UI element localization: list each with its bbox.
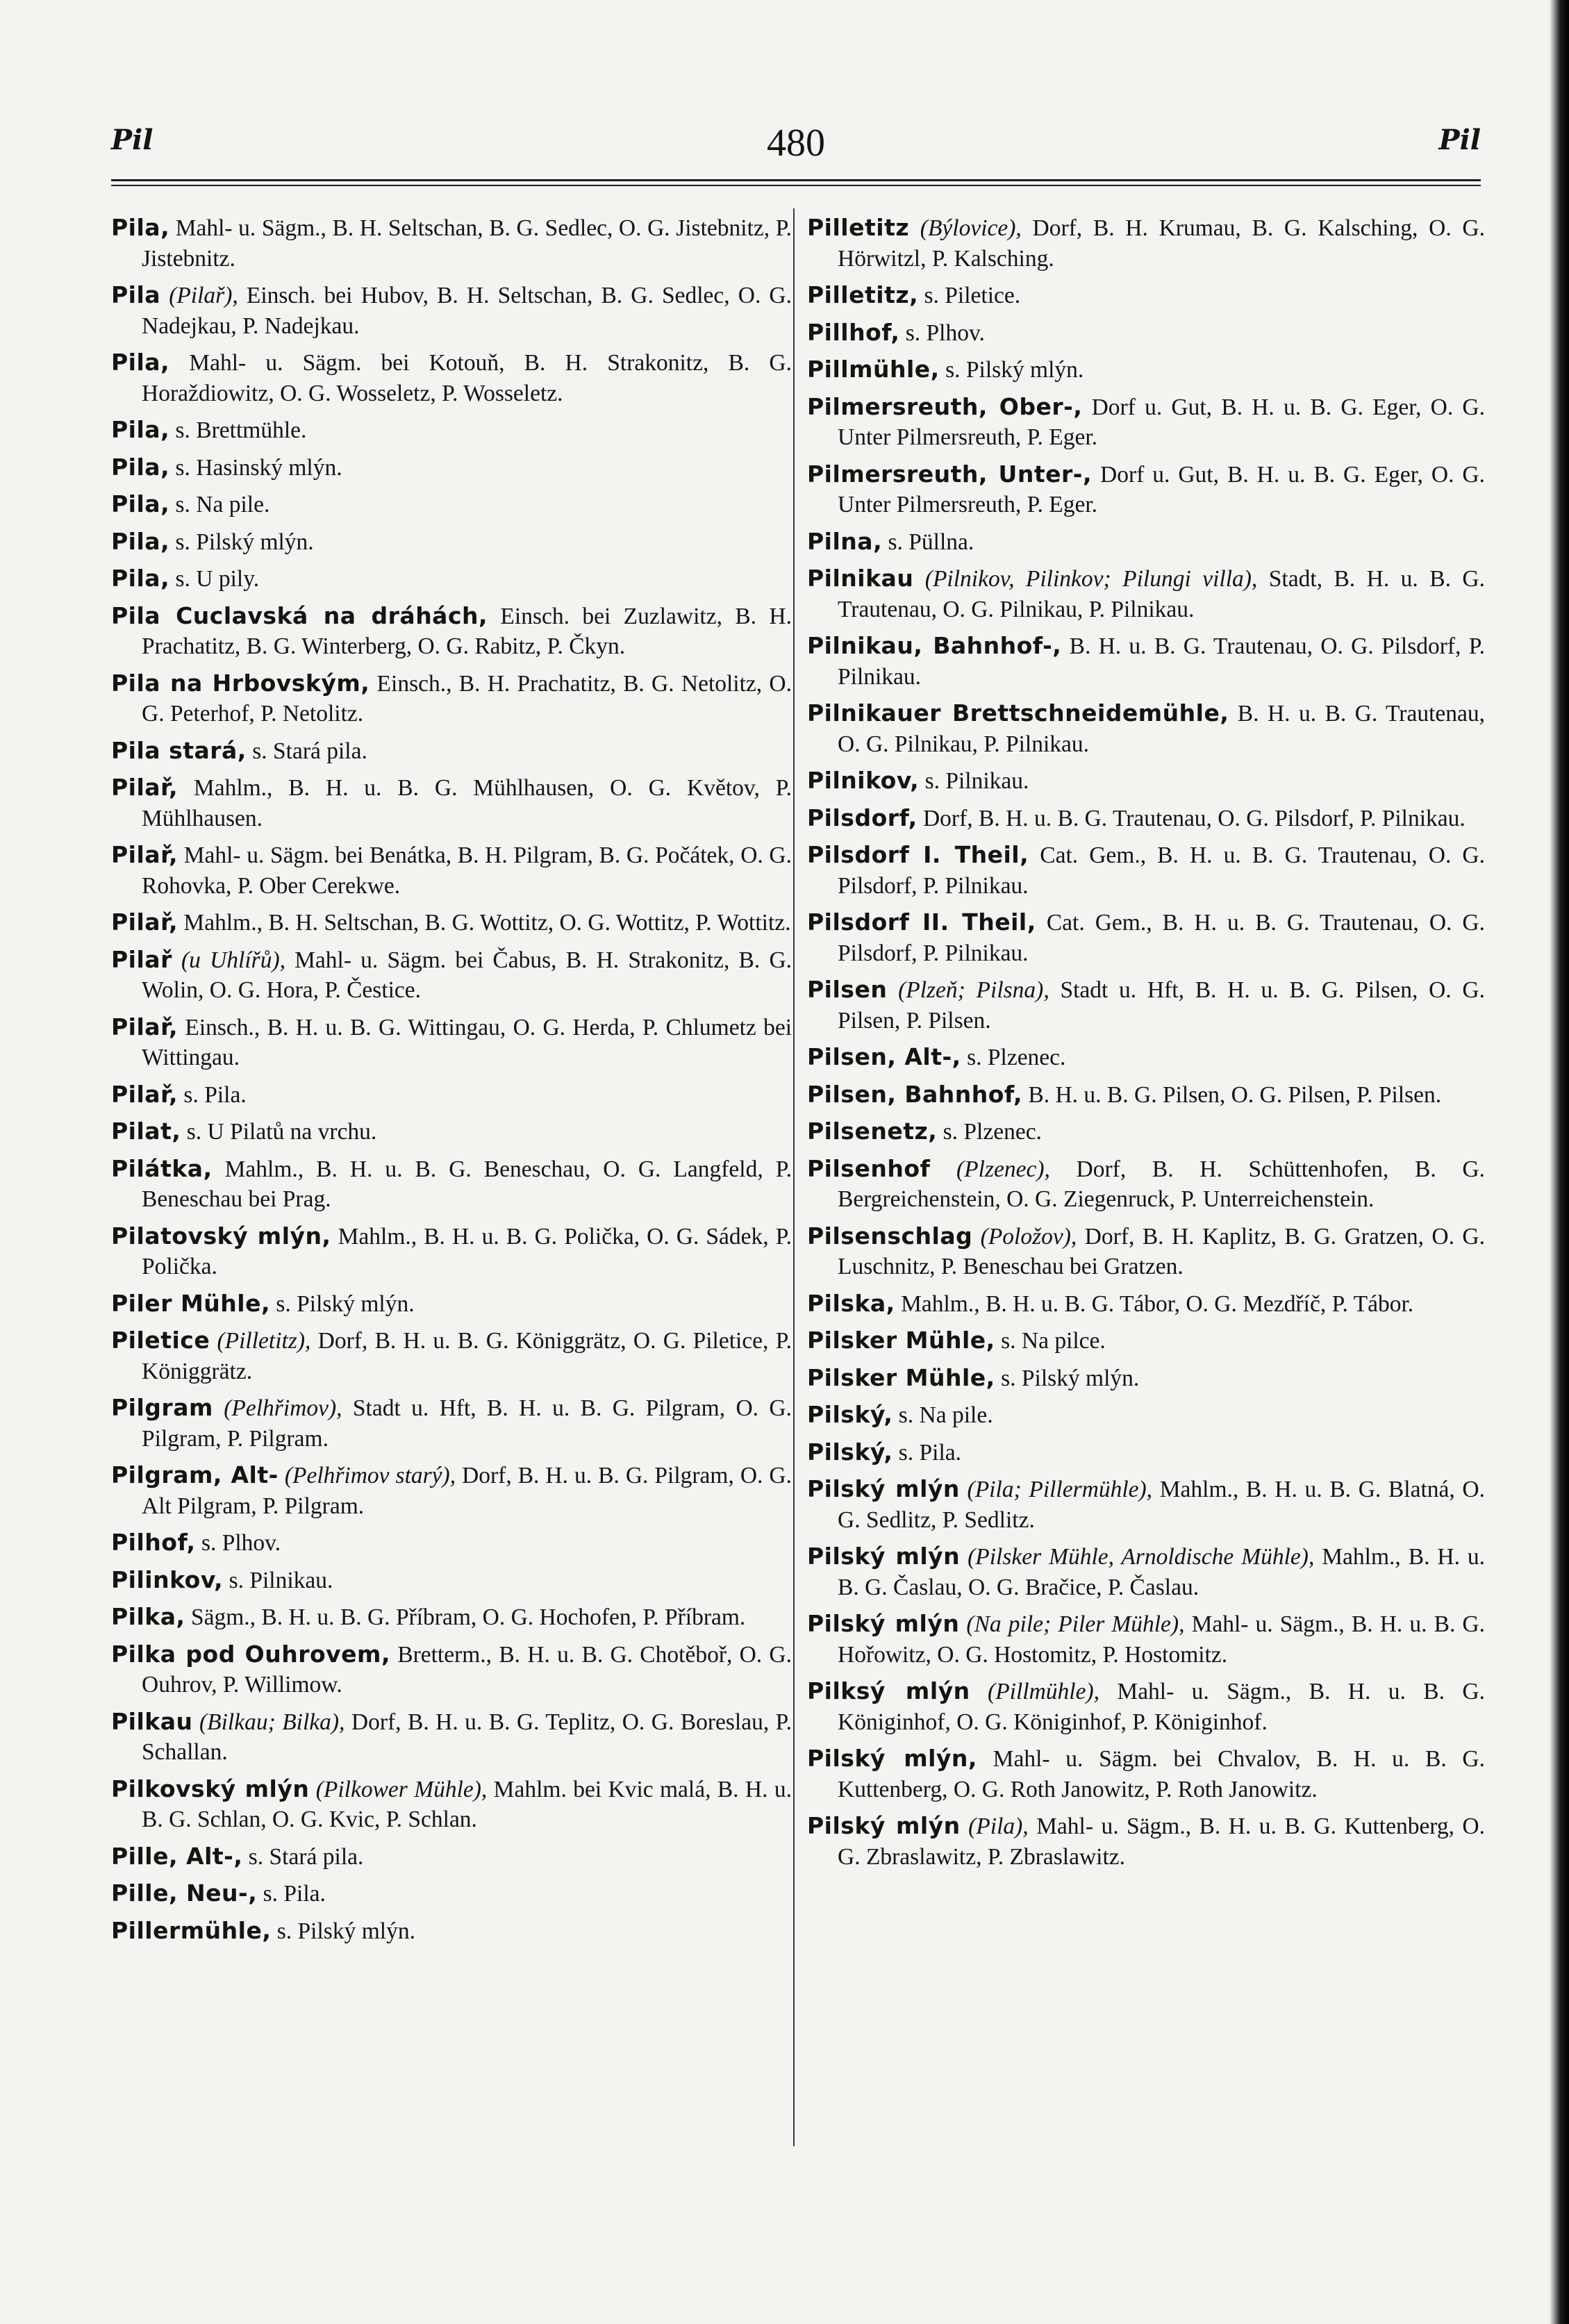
running-head-left: Pil (111, 124, 153, 156)
entry-details: s. Stará pila. (246, 738, 367, 764)
entry-details: Einsch., B. H. Prachatitz, B. G. Netolitz, O. G. Peterhof, P. Netolitz. (142, 670, 792, 727)
gazetteer-entry (111, 1288, 792, 1320)
entry-headword: Pilletitz, (807, 281, 919, 308)
entry-details: s. U Pilatů na vrchu. (181, 1119, 377, 1145)
entry-details: s. Pilský mlýn. (995, 1365, 1140, 1391)
entry-details: s. Plhov. (899, 319, 985, 346)
entry-alternate-name: (u Uhlířů), (172, 947, 285, 973)
entry-details: Dorf, B. H. u. B. G. Teplitz, O. G. Boreslau, P. Schallan. (142, 1709, 792, 1765)
entry-details: s. Pila. (893, 1439, 962, 1466)
entry-headword: Pilsenhof (807, 1154, 931, 1182)
gazetteer-entry (807, 1609, 1485, 1670)
entry-headword: Pilař (111, 945, 172, 973)
entry-details: B. H. u. B. G. Trautenau, O. G. Pilnikau, P. Pilnikau. (838, 701, 1486, 757)
entry-details: s. Pilnikau. (919, 768, 1029, 794)
entry-headword: Pilmersreuth, Ober-, (807, 392, 1083, 420)
entry-alternate-name: (Pelhřimov starý), (278, 1463, 456, 1488)
gazetteer-entry (807, 1325, 1485, 1356)
gazetteer-entry (111, 1916, 792, 1947)
entry-details: s. Stará pila. (242, 1843, 364, 1870)
entry-details: s. Pilnikau. (223, 1567, 333, 1593)
left-column (111, 213, 792, 1952)
entry-headword: Pilna, (807, 527, 883, 555)
gazetteer-entry (807, 1676, 1485, 1737)
gazetteer-entry (807, 1474, 1485, 1535)
entry-details: Dorf, B. H. u. B. G. Königgrätz, O. G. Piletice, P. Königgrätz. (142, 1328, 792, 1384)
entry-details: s. Plhov. (195, 1530, 281, 1556)
gazetteer-entry (807, 907, 1485, 968)
entry-headword: Pilský mlýn (807, 1543, 961, 1570)
gazetteer-entry (111, 1565, 792, 1596)
entry-headword: Pilsdorf II. Theil, (807, 908, 1036, 936)
entry-headword: Pilsker Mühle, (807, 1363, 995, 1391)
entry-details: Einsch., B. H. u. B. G. Wittingau, O. G. Herda, P. Chlumetz bei Wittingau. (142, 1014, 792, 1070)
gazetteer-entry (807, 1743, 1485, 1804)
entry-headword: Pilkovský mlýn (111, 1775, 310, 1802)
entry-headword: Pila, (111, 349, 170, 376)
entry-details: Mahlm., B. H. u. B. G. Beneschau, O. G. Langfeld, P. Beneschau bei Prag. (142, 1156, 792, 1212)
entry-details: Einsch. bei Hubov, B. H. Seltschan, B. G. Sedlec, O. G. Nadejkau, P. Nadejkau. (142, 283, 792, 339)
entry-details: B. H. u. B. G. Trautenau, O. G. Pilsdorf, P. Pilnikau. (838, 633, 1485, 690)
entry-details: Mahl- u. Sägm., B. H. Seltschan, B. G. Sedlec, O. G. Jistebnitz, P. Jistebnitz. (142, 215, 792, 272)
entry-headword: Pilhof, (111, 1529, 196, 1556)
gazetteer-entry (111, 1325, 792, 1386)
entry-details: Mahl- u. Sägm. bei Kotouň, B. H. Strakonitz, B. G. Horaždiowitz, O. G. Wosseletz, P. Wosseletz. (142, 350, 792, 406)
entry-headword: Pila, (111, 490, 170, 517)
entry-headword: Pilský mlýn (807, 1610, 960, 1637)
entry-headword: Pila stará, (111, 736, 247, 764)
entry-alternate-name: (Položov), (972, 1223, 1077, 1250)
gazetteer-entry (111, 772, 792, 833)
entry-headword: Pille, Neu-, (111, 1879, 258, 1907)
entry-headword: Pilksý mlýn (807, 1677, 970, 1704)
entry-details: Cat. Gem., B. H. u. B. G. Trautenau, O. G. Pilsdorf, P. Pilnikau. (838, 910, 1485, 966)
entry-details: s. U pily. (169, 566, 260, 592)
gazetteer-entry (807, 698, 1485, 759)
entry-headword: Pilnikov, (807, 767, 920, 794)
entry-headword: Pilsenetz, (807, 1118, 938, 1145)
entry-details: Dorf u. Gut, B. H. u. B. G. Eger, O. G. Unter Pilmersreuth, P. Eger. (838, 394, 1485, 450)
gazetteer-entry (807, 765, 1485, 797)
entry-headword: Pilat, (111, 1118, 181, 1145)
entry-headword: Pilsker Mühle, (807, 1327, 995, 1354)
entry-alternate-name: (Pilletitz), (210, 1328, 311, 1354)
entry-headword: Pilský mlýn, (807, 1745, 977, 1772)
entry-details: Einsch. bei Zuzlawitz, B. H. Prachatitz, B. G. Winterberg, O. G. Rabitz, P. Čkyn. (142, 603, 792, 659)
entry-headword: Pilsen, Bahnhof, (807, 1080, 1023, 1108)
entry-headword: Pilinkov, (111, 1566, 224, 1593)
entry-details: s. Pilský mlýn. (939, 357, 1084, 383)
gazetteer-entry (111, 489, 792, 520)
gazetteer-entry (111, 1116, 792, 1147)
gazetteer-entry (111, 452, 792, 483)
gazetteer-entry (111, 1878, 792, 1909)
gazetteer-entry (807, 1437, 1485, 1468)
entry-details: Mahl- u. Sägm., B. H. u. B. G. Hořowitz, O. G. Hostomitz, P. Hostomitz. (838, 1611, 1485, 1668)
entry-headword: Pila na Hrbovským, (111, 669, 370, 697)
entry-alternate-name: (Pillmühle), (970, 1679, 1099, 1704)
gazetteer-entry (111, 945, 792, 1006)
entry-headword: Pilsenschlag (807, 1222, 973, 1250)
gazetteer-entry (807, 1079, 1485, 1111)
entry-headword: Pilař, (111, 1013, 179, 1040)
entry-headword: Pila Cuclavská na dráhách, (111, 601, 488, 629)
entry-details: Mahl- u. Sägm. bei Chvalov, B. H. u. B. G. Kuttenberg, O. G. Roth Janowitz, P. Roth Janowitz. (838, 1746, 1485, 1802)
entry-details: s. Hasinský mlýn. (169, 454, 342, 481)
entry-details: s. Plzenec. (961, 1045, 1066, 1070)
header-rule-thin (111, 185, 1481, 186)
entry-details: Dorf, B. H. Schüttenhofen, B. G. Bergreichenstein, O. G. Ziegenruck, P. Unterreichenstein. (838, 1156, 1485, 1212)
entry-details: s. Pilský mlýn. (270, 1290, 415, 1317)
gazetteer-entry (111, 563, 792, 595)
right-column (807, 213, 1485, 1878)
gazetteer-entry (111, 668, 792, 729)
page-number: 480 (767, 122, 825, 165)
entry-headword: Pilsdorf, (807, 804, 918, 831)
page-edge-shadow (1550, 0, 1569, 2324)
column-divider (793, 208, 795, 2146)
entry-headword: Pilský mlýn (807, 1475, 960, 1502)
gazetteer-entry (111, 1774, 792, 1835)
entry-headword: Pillhof, (807, 318, 900, 346)
entry-details: Mahlm., B. H. u. B. G. Tábor, O. G. Mezdříč, P. Tábor. (895, 1290, 1414, 1317)
gazetteer-entry (807, 1541, 1485, 1602)
entry-headword: Piler Mühle, (111, 1289, 271, 1317)
entry-details: Dorf, B. H. u. B. G. Pilgram, O. G. Alt Pilgram, P. Pilgram. (142, 1463, 792, 1519)
gazetteer-entry (807, 526, 1485, 558)
entry-alternate-name: (Pila), (960, 1813, 1029, 1839)
entry-headword: Pilský, (807, 1438, 893, 1466)
gazetteer-entry (111, 1012, 792, 1073)
entry-alternate-name: (Býlovice), (909, 215, 1022, 241)
gazetteer-entry (111, 1393, 792, 1454)
gazetteer-entry (807, 803, 1485, 834)
gazetteer-entry (807, 1042, 1485, 1073)
entry-alternate-name: (Plzenec), (930, 1156, 1050, 1182)
entry-headword: Pilsen, Alt-, (807, 1043, 961, 1070)
gazetteer-entry (111, 1460, 792, 1521)
entry-details: s. Na pile. (169, 492, 270, 517)
gazetteer-entry (111, 1527, 792, 1559)
entry-headword: Pilletitz (807, 214, 910, 241)
entry-headword: Pila, (111, 565, 170, 592)
entry-details: s. Pila. (178, 1081, 247, 1108)
entry-details: Mahlm., B. H. u. B. G. Časlau, O. G. Bračice, P. Časlau. (838, 1544, 1486, 1600)
gazetteer-entry (807, 1116, 1485, 1147)
entry-alternate-name: (Bilkau; Bilka), (192, 1709, 345, 1735)
entry-details: Mahlm., B. H. u. B. G. Polička, O. G. Sádek, P. Polička. (142, 1223, 792, 1279)
entry-headword: Pilnikau, Bahnhof-, (807, 632, 1062, 659)
gazetteer-entry (111, 1079, 792, 1111)
entry-headword: Pila, (111, 453, 170, 481)
entry-headword: Pilátka, (111, 1154, 213, 1182)
entry-details: Mahl- u. Sägm. bei Čabus, B. H. Strakonitz, B. G. Wolin, O. G. Hora, P. Čestice. (142, 947, 792, 1003)
entry-details: s. Pila. (257, 1881, 326, 1907)
entry-headword: Pilnikau (807, 565, 914, 592)
entry-headword: Pilska, (807, 1289, 895, 1317)
gazetteer-entry (807, 354, 1485, 385)
entry-headword: Pilka pod Ouhrovem, (111, 1640, 390, 1668)
entry-details: Stadt, B. H. u. B. G. Trautenau, O. G. Pilnikau, P. Pilnikau. (838, 566, 1485, 622)
entry-headword: Pilkau (111, 1707, 193, 1735)
entry-details: Mahl- u. Sägm. bei Benátka, B. H. Pilgram, B. G. Počátek, O. G. Rohovka, P. Ober Cerekwe. (142, 843, 792, 899)
entry-alternate-name: (Pilař), (160, 283, 238, 308)
entry-headword: Pilař, (111, 841, 179, 868)
entry-headword: Pilsen (807, 976, 888, 1003)
header-rule (111, 179, 1481, 181)
entry-alternate-name: (Pilsker Mühle, Arnoldische Mühle), (960, 1544, 1315, 1570)
gazetteer-entry (111, 526, 792, 558)
gazetteer-entry (807, 563, 1485, 624)
entry-alternate-name: (Pilnikov, Pilinkov; Pilungi villa), (913, 566, 1258, 592)
gazetteer-entry (111, 1154, 792, 1215)
gazetteer-entry (111, 280, 792, 341)
running-head-right: Pil (1438, 124, 1481, 156)
entry-details: B. H. u. B. G. Pilsen, O. G. Pilsen, P. Pilsen. (1022, 1081, 1442, 1108)
gazetteer-entry (807, 631, 1485, 692)
entry-details: Dorf, B. H. u. B. G. Trautenau, O. G. Pilsdorf, P. Pilnikau. (917, 805, 1466, 831)
entry-headword: Pila (111, 281, 161, 308)
entry-headword: Pilnikauer Brettschneidemühle, (807, 699, 1229, 727)
gazetteer-entry (807, 974, 1485, 1036)
entry-alternate-name: (Pila; Pillermühle), (959, 1477, 1153, 1502)
gazetteer-entry (807, 1288, 1485, 1320)
entry-headword: Pille, Alt-, (111, 1842, 243, 1870)
entry-details: Stadt u. Hft, B. H. u. B. G. Pilgram, O. G. Pilgram, P. Pilgram. (142, 1395, 792, 1452)
entry-details: Mahl- u. Sägm., B. H. u. B. G. Königinhof, O. G. Königinhof, P. Königinhof. (838, 1679, 1485, 1735)
entry-details: Mahlm. bei Kvic malá, B. H. u. B. G. Schlan, O. G. Kvic, P. Schlan. (142, 1776, 792, 1832)
entry-headword: Pilař, (111, 908, 179, 936)
entry-headword: Pilsdorf I. Theil, (807, 841, 1029, 868)
gazetteer-entry (111, 1602, 792, 1633)
gazetteer-entry (807, 392, 1485, 453)
entry-headword: Pilgram (111, 1394, 213, 1421)
entry-details: s. Pilský mlýn. (169, 529, 314, 555)
entry-details: Mahlm., B. H. Seltschan, B. G. Wottitz, O. G. Wottitz, P. Wottitz. (178, 910, 791, 936)
entry-headword: Pillermühle, (111, 1916, 272, 1944)
entry-headword: Pila, (111, 527, 170, 555)
gazetteer-entry (111, 601, 792, 662)
gazetteer-entry (807, 1154, 1485, 1215)
entry-headword: Pilský mlýn (807, 1812, 961, 1839)
entry-headword: Pilatovský mlýn, (111, 1222, 331, 1250)
gazetteer-entry (807, 280, 1485, 311)
entry-headword: Pillmühle, (807, 356, 940, 383)
entry-details: s. Brettmühle. (169, 417, 307, 443)
gazetteer-entry (807, 317, 1485, 349)
entry-details: Dorf u. Gut, B. H. u. B. G. Eger, O. G. Unter Pilmersreuth, P. Eger. (838, 461, 1485, 517)
gazetteer-entry (111, 347, 792, 408)
entry-headword: Pila, (111, 214, 170, 241)
page-header (111, 118, 1481, 167)
gazetteer-entry (807, 1811, 1485, 1872)
gazetteer-entry (111, 1707, 792, 1768)
entry-details: Sägm., B. H. u. B. G. Příbram, O. G. Hochofen, P. Příbram. (185, 1604, 746, 1630)
gazetteer-entry (111, 840, 792, 901)
gazetteer-entry (807, 1400, 1485, 1431)
entry-details: Mahlm., B. H. u. B. G. Blatná, O. G. Sedlitz, P. Sedlitz. (838, 1477, 1485, 1533)
gazetteer-entry (111, 1841, 792, 1873)
gazetteer-entry (111, 736, 792, 767)
entry-details: s. Pilský mlýn. (271, 1918, 415, 1944)
gazetteer-entry (111, 1639, 792, 1700)
entry-details: s. Plzenec. (937, 1119, 1042, 1145)
entry-details: Bretterm., B. H. u. B. G. Chotěboř, O. G. Ouhrov, P. Willimow. (142, 1641, 792, 1698)
gazetteer-entry (111, 415, 792, 446)
entry-alternate-name: (Pelhřimov), (213, 1395, 342, 1421)
entry-headword: Pilmersreuth, Unter-, (807, 460, 1093, 488)
entry-alternate-name: (Na pile; Piler Mühle), (959, 1611, 1185, 1637)
entry-headword: Pilař, (111, 1080, 179, 1108)
gazetteer-entry (111, 213, 792, 274)
gazetteer-entry (111, 1221, 792, 1282)
entry-headword: Pila, (111, 416, 170, 443)
entry-alternate-name: (Plzeň; Pilsna), (887, 977, 1049, 1003)
entry-details: Mahlm., B. H. u. B. G. Mühlhausen, O. G. Květov, P. Mühlhausen. (142, 775, 792, 831)
entry-headword: Pilský, (807, 1401, 893, 1428)
entry-details: Dorf, B. H. Kaplitz, B. G. Gratzen, O. G. Luschnitz, P. Beneschau bei Gratzen. (838, 1223, 1485, 1279)
entry-alternate-name: (Pilkower Mühle), (309, 1776, 488, 1802)
entry-headword: Pilgram, Alt- (111, 1461, 279, 1488)
entry-details: Dorf, B. H. Krumau, B. G. Kalsching, O. G. Hörwitzl, P. Kalsching. (838, 215, 1485, 272)
entry-headword: Pilař, (111, 774, 179, 801)
entry-details: s. Püllna. (882, 529, 974, 555)
entry-details: s. Na pilce. (995, 1328, 1106, 1354)
entry-headword: Piletice (111, 1327, 210, 1354)
gazetteer-entry (807, 1221, 1485, 1282)
gazetteer-entry (807, 840, 1485, 901)
entry-headword: Pilka, (111, 1603, 185, 1630)
entry-details: Mahl- u. Sägm., B. H. u. B. G. Kuttenberg, O. G. Zbraslawitz, P. Zbraslawitz. (838, 1813, 1486, 1870)
entry-details: Stadt u. Hft, B. H. u. B. G. Pilsen, O. G. Pilsen, P. Pilsen. (838, 977, 1485, 1034)
entry-details: s. Piletice. (918, 283, 1021, 308)
gazetteer-entry (111, 907, 792, 938)
gazetteer-entry (807, 1363, 1485, 1394)
entry-details: Cat. Gem., B. H. u. B. G. Trautenau, O. G. Pilsdorf, P. Pilnikau. (838, 843, 1485, 899)
gazetteer-entry (807, 213, 1485, 274)
entry-details: s. Na pile. (893, 1402, 993, 1428)
gazetteer-entry (807, 459, 1485, 520)
